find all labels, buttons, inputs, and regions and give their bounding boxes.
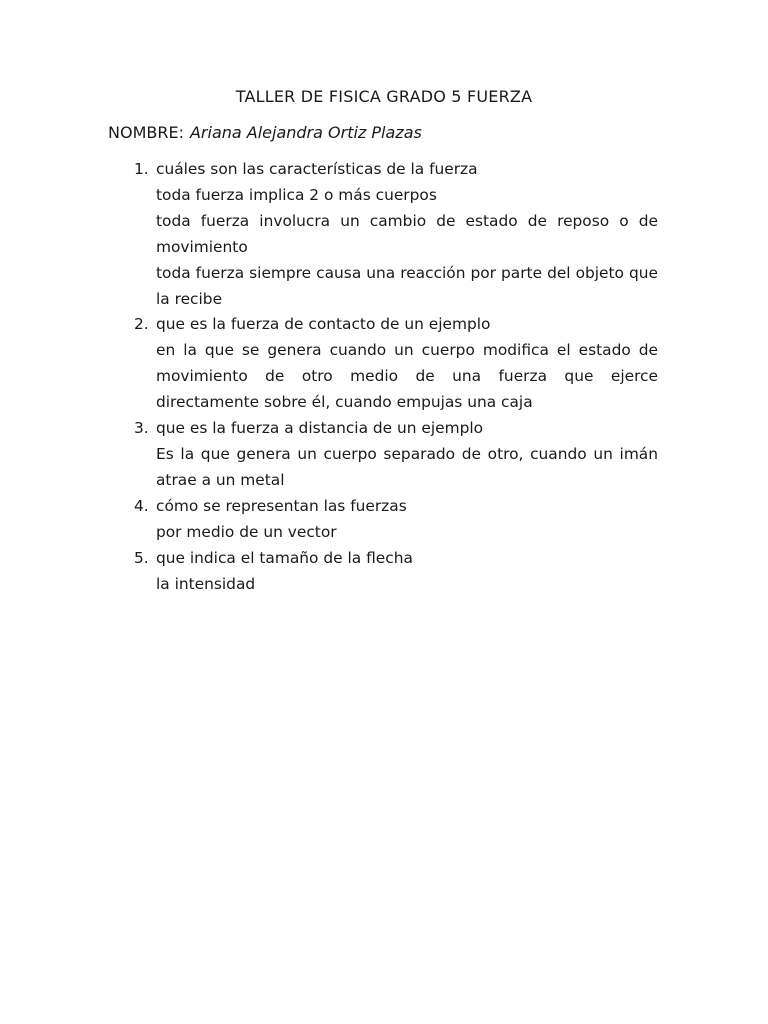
student-name: Ariana Alejandra Ortiz Plazas [189, 123, 422, 142]
question-number: 4. [134, 496, 149, 515]
student-line [108, 123, 422, 142]
question-item-4 [108, 494, 658, 546]
question-item-5 [108, 546, 658, 598]
answer-text: toda fuerza involucra un cambio de estado de reposo o de movimiento [156, 211, 658, 256]
answer-text: toda fuerza siempre causa una reacción por parte del objeto que la recibe [156, 263, 658, 308]
question-text: cuáles son las características de la fuerza [156, 160, 478, 178]
question-number: 2. [134, 315, 149, 334]
student-label: NOMBRE: [108, 123, 184, 142]
question-list [108, 157, 658, 597]
question-number: 1. [134, 160, 149, 178]
answer-text: la intensidad [156, 574, 256, 593]
question-text: que es la fuerza de contacto de un ejemplo [156, 315, 491, 334]
answer-text: por medio de un vector [156, 522, 337, 541]
answer-text: toda fuerza implica 2 o más cuerpos [156, 185, 437, 204]
document-title: TALLER DE FISICA GRADO 5 FUERZA [235, 87, 533, 106]
question-text: cómo se representan las fuerzas [156, 496, 407, 515]
question-item-3 [108, 416, 658, 494]
answer-text: Es la que genera un cuerpo separado de otro, cuando un imán atrae a un metal [156, 444, 658, 489]
question-text: que indica el tamaño de la flecha [156, 548, 413, 567]
question-item-1 [108, 157, 658, 312]
answer-text: en la que se genera cuando un cuerpo modifica el estado de movimiento de otro medio de una fuerza que ejerce directamente sobre él, cuando empujas una caja [156, 341, 658, 412]
question-item-2 [108, 312, 658, 416]
question-number: 3. [134, 419, 149, 438]
question-number: 5. [134, 548, 149, 567]
question-text: que es la fuerza a distancia de un ejemplo [156, 419, 484, 438]
